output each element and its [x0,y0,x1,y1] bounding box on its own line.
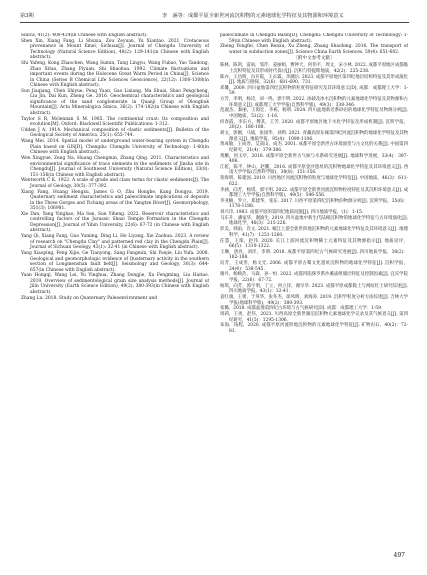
reference-entry: Sun Jiaqiang, Chen Shiyue, Peng Yuan, Gao Lixiang, Ma Shuai, Shao Pengcheng, Liu Jin, Dai Kun, Zheng Ge. 2016. Geochemical characteristics and geological significance of the sand conglomerate in Quanji Group of Olongbuk Mountain[J]. Acta Mineralogica Sinica, 36(2): 174-182(in Chinese with English abstract). [21,88,209,116]
reference-entry: 邓馨，2009. 四川盆地第四纪沉积物的粒度特征研究及其环境意义[D]. 成都：成都理工大学：1-59. [220,85,408,97]
reference-entry: Udden J A. 1914. Mechanical composition of clastic sediments[J]. Bulletin of the Geological Society of America, 25(1): 655-744. [21,127,209,139]
reference-entry: 马东升，潘家华，谢渝生. 2019. 四川盆地中新生代陆相沉积物的地球化学特征与古环境演化[J]. 地球化学，48(3)：215-226. [220,215,408,227]
reference-entry: 谢丹，杨映浩，马森，孙一恒. 2022. 成都凹陷侏罗系沙溪庙组储层特征及控制因素[J]. 宜宾学院学报，22(6)：67-72. [220,272,408,283]
reference-entry: Sinica, 41(2): 409-424(in Chinese with English abstract). [21,33,148,38]
reference-entry: 方芳，李明，杨诗，刘一鸣，郭宇明. 2022. 冰碛及冰水沉积物的元素地球化学特征及其物源和古环境意义[J]. 成都理工大学学报(自然科学版)，49(3)：338-346. [220,97,408,108]
reference-entry: 张璐，2018. 成都盆地第四纪古环境与古气候研究[D]. 成都：成都理工大学：1-59. [220,306,383,312]
reference-entry: 江乾，陈平，钟山，赵鹏，2016. 成都平原金沙遗址的沉积物地球化学特征及其环境意义[J]. 西南大学学报(自然科学版)，38(8)：151-156. [220,164,408,176]
reference-entry: 朱海，钱程，2020. 成都平原河流阶地沉积物的元素地球化学特征[J]. 矿物岩石，40(2)：72-81. [220,323,408,334]
reference-entry: Shen Xin, Xiang Fang, Li Shuxia, Zou Zeyuan, Yu Xiantao. 2021. Cretaceous provenance in Mount Emei, Sichuan[J]. Journal of Chengdu University of Technology (Natural Science Edition), 48(2): 129-141(in Chinese with English abstract). [21,38,209,61]
reference-entry: Taylor S R, Mclennan S M. 1985. The continental crust: Its composition and evolution[M]. Oxford: Blackwell Scientific Publications: 1-312. [21,116,209,128]
reference-entry: 杨琪，向芳，郭宇明，丁立，何立洋，谢早华. 2023. 成都平原成都黏土与网纹红土研究综述[J]. 四川地质学报，43(1)：32-41. [220,283,408,295]
reference-entry: 袁红旗，王蕾，于英华，张冬杰，徐凤明，刘海涛. 2019. 沉积学粒度分析方法综述[J]. 吉林大学学报(地球科学版)，49(2)：380-393. [220,295,408,306]
reference-entry: 周莉，王勇，赵伟，2021. 川西高原全新世湖泊沉积物元素地球化学记录及其气候意义[J]. 第四纪研究，41(5)：1295-1306. [220,312,408,323]
reference-entry: 陈林，陈剑，雷雨，邹芹，姜丽娟，曹钟天，何伟平，周文，宋小林. 2022. 成都平原地区成都黏土沉积特征及其形成时代探讨[J]. 沉积与特提斯地质，42(2)：225-238. [220,63,408,74]
left-column [21,33,209,545]
reference-entry: Shi Yafeng, Kong Zhaochen, Wang Sumin, Tang Lingyu, Wang Fubao, Yao Tandong, Zhao Xitao, Zhang Piyuan, Shi Shaohua. 1992. Climate fluctuations and important events during the Holocene Great Warm Period in China[J]. Science in China (Series B Chemical Life Sciences Geoscience), 22(12): 1300-1308(in Chinese with English abstract). [21,61,209,89]
reference-entry: Wen Xingyue, Zeng Na, Huang Chengmin, Zhang Qing. 2011. Characteristics and environmental significance of trace elements in the sediments of Jinsha site in Chengdu[J]. Journal of Southwest University (Natural Science Edition), 33(8): 151-156(in Chinese with English abstract). [21,156,209,178]
right-column [220,33,408,545]
running-header [20,11,409,23]
reference-entry: Yuan Hongqi, Wang Lei, Yu Yinghua, Zhang Dongjie, Xu Fengming, Liu Haitao. 2019. Overview of sedimentological grain size analysis methods[J]. Journal of Jilin University (Earth Science Edition), 49(2): 380-393(in Chinese with English abstract). [21,273,209,295]
appendix-heading: ［附中文参考文献］ [293,56,335,62]
reference-entry: Yang Xiaoping, Feng Xijie, Ge Tianyong, Sang Fangmin, Shi Yuejie, Liu Yufa. 2008. Geological and geomorphologic evidence of Quaternary activity in the southern section of Longmenshan fault belt[J]. Seismology and Geology, 30(3): 644-657(in Chinese with English abstract). [21,251,209,273]
page-number: 497 [393,552,405,559]
reference-entry: 陈亦，王昌明，冯开霞，王长霖，李灏岳. 2023. 成都平原地区第四纪地层结构特征及其形成演化[J]. 地质与勘探，32(6)：681-690，731. [220,74,408,86]
reference-entry: 黄成敏，王成善，艾南山，成杰. 2001. 成都平原全新世古环境演变与古文化的关系[J]. 中国第四纪研究，21(4)：379-386. [220,142,408,153]
reference-entry: 彭美，韩雨，肖文. 2021. 岷江上游全新世阶地沉积物的元素地球化学特征及其环境意义[J]. 地理科学，41(7)：1251-1260. [220,227,408,238]
running-title: 李 涵等：成都平原全新世河流沉积物的元素地球化学特征及其物源和环境意义 [162,13,344,19]
reference-entry: 何春霞，李东方，傅其，王芳. 2020. 成都平原地区地下水化学特征及形成机制[J]. 沉积学报，20(2)：180-188. [220,119,408,131]
reference-entry: Wentworth C K. 1922. A scale of grade and class terms for clastic sediments[J]. The Journal of Geology, 30(5): 377-392. [21,178,209,189]
reference-entry: Zheng Yongfei, Chen Renxu, Xu Zheng, Zhang Shaobing. 2016. The transport of water in subduction zones[J]. Science China Earth Sciences, 59(4): 651-682. [220,44,408,55]
reference-entry: 王琳，唐亮，刘洋，李明. 2018. 成都平原第四纪古气候研究进展[J]. 四川地质学报，38(2)：182-188. [220,249,408,261]
reference-entry: 李亚楠，罗立，郑建华，张东. 2017. 川西平原第四纪沉积物的物源分析[J]. 沉积学报，35(6)：1176-1188. [220,198,408,210]
reference-entry: 李涵，向芳，杨琪，郭宇明. 2022. 成都平原全新世河流沉积物粒度特征及其沉积环境意义[J]. 成都理工大学学报(自然科学版)，49(5)：546-556. [220,187,408,199]
reference-entry: Yang Qi, Xiang Fang, Guo Yuming, Ding Li, He Liyang, Xie Zaohua. 2023. A review of research on "Chengdu Clay" and patterned red clay in the Chengdu Plain[J]. Journal of Sichuan Geology, 43(1): 32-41 (in Chinese with English abstract). [21,234,209,251]
reference-entry: 蒋海明，陈建国. 2019. 川西地区河流沉积物的粒度与地球化学特征[J]. 中国地质，46(3)：611-622. [220,176,408,187]
reference-entry: 刘兴诗. 1983. 成都平原的第四纪地质问题[J]. 四川地质学报，(1)：1-15. [220,210,364,216]
reference-entry: Xie Dan, Yang Yinghao, Ma Sen, Sun Yiheng. 2022. Reservoir characteristics and controlling factors of the Jurassic Shaxi Temple Formation in the Chengdu Depression[J]. Journal of Yibin University, 22(6): 67-72 (in Chinese with English abstract). [21,211,209,234]
reference-entry: 范淑杰，秦丽，王海宏，李栋，杨明. 2024. 四川盆地新近系砂岩的地球化学特征及物源分析[J]. 中国地质，51(2)：1-16. [220,108,408,119]
reference-entry: 任慧，王琛，赵伟. 2020. 长江上游河流沉积物稀土元素特征及其物源指示[J]. 地质论评，66(5)：1310-1322. [220,238,408,250]
reference-entry: Wang Mei. 2014. Spatial model of underground water-bearing system in Chengdu Plain based on GIS[D]. Chengdu: Chengdu University of Technology: 1-60(in Chinese with English abstract). [21,139,209,156]
reference-entry: 胡文，郭刚，马斌，张国华，刘利. 2021. 青藏高原东缘第四纪河流沉积物的地球化学特征及其物源意义[J]. 地质学报，95(4)：1090-1106. [220,131,408,142]
reference-entry: Xiang Fang, Huang Hengxu, James G O, Zhu Honghe, Kang Dongya. 2019. Quaternary sediment characteristics and paleoclimate implications of deposits in the Three Gorges and Yichang areas of the Yangtze River[J]. Geomorphology, 351(3): 106981. [21,189,209,212]
reference-entry: Zhang Lu. 2018. Study on Quaternary Paleoenvironment and [21,295,158,301]
issue-label: 第3期 [20,13,34,19]
reference-entry: 向芳，王成善，杨文光. 2006. 成都平原古蜀文化遗址沉积物的地球化学特征[J]. 沉积学报，24(4)：538-545. [220,261,408,272]
reference-entry: 黄鹏，何玉亭，2018. 成都平原全新世古气候与水系研究进展[J]. 地球科学进展，33(4)：397-406. [220,153,408,165]
reference-entry: paleoclimate in Chengdu Basin[D]. Chengdu: Chengdu University of Technology: 1-59(in Chinese with English abstract). [220,33,408,44]
